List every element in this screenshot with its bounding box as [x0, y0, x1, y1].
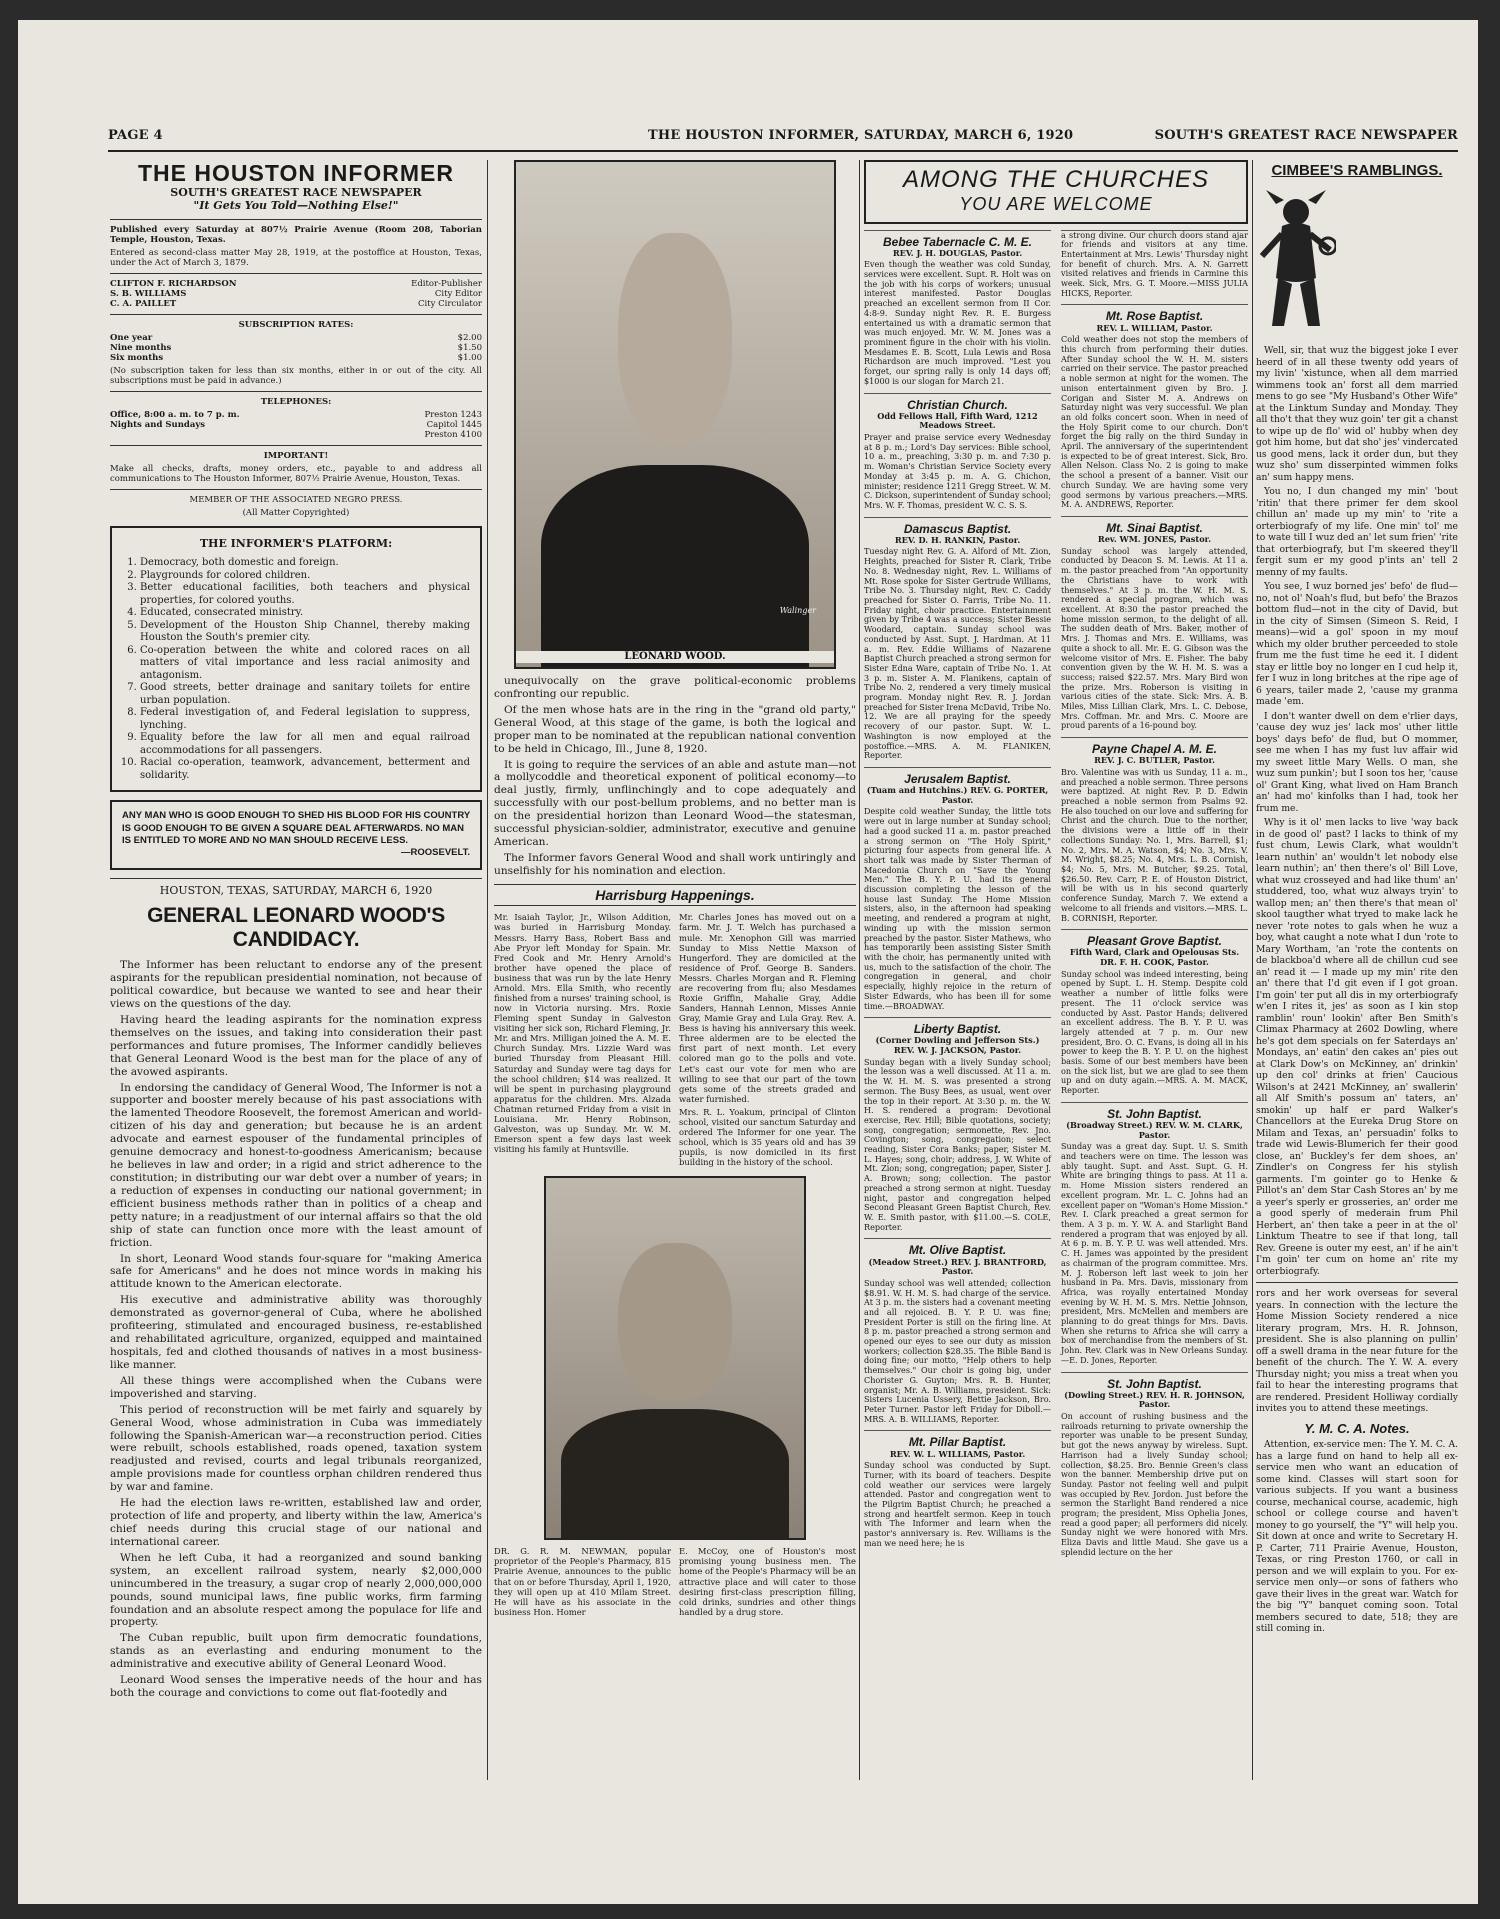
church-pastor: REV. J. H. DOUGLAS, Pastor.	[892, 247, 1023, 258]
church-text: Prayer and praise service every Wednesday at 8 p. m.; Lord's Day services: Bible school, 10 a. m., preaching, 3:30 p. m. and 7:30 p. m. Woman's Christian Service Society every Monday at 3:45 p. m. A. G. Chichon, minister; residence 1211 Gregg Street. W. M. C. Dickson, superintendent of Sunday school; Mrs. W. F. Thomas, president W. C. S. S.	[864, 432, 1051, 510]
church-text: Bro. Valentine was with us Sunday, 11 a. m., and preached a noble sermon. Three persons were baptized. At night Rev. P. D. Edwin preached a noble sermon from Psalms 92. He also touched on our love and suffering for Christ and the church. Due to the norther, the divisions were a little off in their collections Sunday: No. 1, Mrs. Barrell, $1; No. 2, Mrs. M. A. Watson, $4; No. 3, Mrs. V. M. Wright, $8.25; No. 4, Mrs. L. B. Cornish, $4; No. 5, Mrs. M. Butcher, $9.25. Total, $26.50. Rev. Carr, P. E. of Houston District, will be with us in his second quarterly conference Sunday, March 7. We extend a welcome to all friends and visitors.—MRS. L. B. CORNISH, Reporter.	[1061, 766, 1248, 923]
rate-term: Six months	[110, 353, 164, 364]
church-pastor: REV. W. L. WILLIAMS, Pastor.	[889, 1448, 1026, 1459]
church-name: Liberty Baptist.	[913, 1022, 1002, 1037]
column-4	[1256, 160, 1458, 1780]
harrisburg-paragraph: Mr. Charles Jones has moved out on a farm. Mr. J. T. Welch has purchased a mule. Mr. Xenophon Gill was married Sunday to Miss Nettie Maxson of Hungerford. They are domiciled at the residence of Prof. George B. Sanders. Messrs. Charles Morgan and R. Fleming are recovering from flu; also Mesdames Roxie Griffin, Mahalie Gray, Addie Sanders, Hannah Lennon, Misses Annie Gray, Mamie Gray and Lula Gray. Rev. A. Bess is having his anniversary this week. Three aldermen are to be elected the first part of next month. Let every colored man go to the polls and vote. Let's cast our vote for men who are willing to see that our part of the town gets some of the streets graded and water furnished.	[679, 912, 856, 1104]
portrait-face	[618, 233, 732, 445]
church-item	[864, 393, 1051, 511]
church-item	[864, 1017, 1051, 1232]
rate-price: $1.00	[457, 353, 482, 364]
church-name: St. John Baptist.	[1107, 1106, 1202, 1121]
important-title: IMPORTANT!	[263, 451, 329, 462]
church-item	[1061, 1372, 1248, 1558]
church-pastor: (Broadway Street.) REV. W. M. CLARK, Pastor.	[1066, 1120, 1243, 1140]
portrait-suit	[561, 1409, 788, 1539]
platform-box	[110, 526, 482, 792]
church-pastor: REV. D. H. RANKIN, Pastor.	[894, 534, 1021, 545]
church-pastor: REV. L. WILLIAM, Pastor.	[1096, 322, 1213, 333]
phone-label: Office, 8:00 a. m. to 7 p. m.	[110, 410, 240, 421]
editorial-paragraph: This period of reconstruction will be met fairly and squarely by General Wood, whose administration in Cuba was immediately following the Spanish-American war—a reconstruction period. Cities were rebuilt, schools established, roads opened, taxation system readjusted and revised, courts and legal tribunals reorganized, ample provisions made for countless orphan children rendered thus by war and famine.	[110, 1403, 482, 1494]
editorial-paragraph: Having heard the leading aspirants for the nomination express themselves on the issues, and taking into consideration their past performances and future promises, The Informer candidly believes that General Leonard Wood is the best man for the place of any of the avowed aspirants.	[110, 1013, 482, 1078]
church-text: Despite cold weather Sunday, the little tots were out in large number at Sunday school; had a good sucked 11 a. m. pastor preached a strong sermon on "The Holy Spirit," picturing four aspects from general life. A short talk was made by Sister Therman of Macedonia Church on "Save the Young Men." The B. Y. P. U. had its general discussion completing the lesson of the house last Sunday. The Home Mission sisters, also, in the afternoon had speaking meeting, and rendered a program at night, winding up with the mission sermon preached by the pastor. Sister Mathews, who has temporarily been assisting Sister Smith with the choir, has permanently united with us, much to the satisfaction of the choir. The congregation in general, and choir especially, highly rejoice in the return of Sister Edwards, who has been ill for some time.—BROADWAY.	[864, 806, 1051, 1011]
staff-role: Editor-Publisher	[411, 279, 482, 290]
editorial-paragraph: Leonard Wood senses the imperative needs of the hour and has both the courage and convictions to come out flat-footedly and	[110, 1674, 482, 1700]
quote-author: —ROOSEVELT.	[401, 847, 470, 859]
ramblings-body	[1256, 345, 1458, 1277]
continuation-paragraph: Of the men whose hats are in the ring in the "grand old party," General Wood, at this stage of the game, is both the logical and proper man to be nominated at the republican national convention to be held in Chicago, Ill., June 8, 1920.	[494, 703, 856, 755]
churches-left	[864, 230, 1051, 1564]
header-dateline: THE HOUSTON INFORMER, SATURDAY, MARCH 6, 1920	[648, 128, 1074, 143]
church-item	[1061, 230, 1248, 299]
church-name: Mt. Rose Baptist.	[1105, 309, 1204, 324]
editorial-paragraph: The Cuban republic, built upon firm democratic foundations, stands as an everlasting and enduring monument to the administrative and executive ability of General Leonard Wood.	[110, 1632, 482, 1671]
portrait-caption: LEONARD WOOD.	[516, 651, 834, 663]
member-note: MEMBER OF THE ASSOCIATED NEGRO PRESS.	[189, 495, 403, 506]
staff-row	[110, 279, 482, 289]
church-name: Jerusalem Baptist.	[904, 771, 1011, 786]
churches-grid	[864, 230, 1248, 1564]
platform-item: 4. Educated, consecrated ministry.	[140, 607, 470, 620]
church-text: Sunday school was largely attended, conducted by Deacon S. M. Lewis. At 11 a. m. the pastor preached from "An opportunity the Christians have to work with themselves." At 3 p. m. the W. H. M. S. rendered a special program, which was excellent. At 8:30 the pastor preached the home mission sermon, to the delight of all. The sudden death of Mrs. Baker, mother of Mrs. J. Thomas and Mrs. E. Williams, was quite a shock to all. Mr. E. G. Gibson was the welcome visitor of Mrs. E. Fisher. The baby convention given by the W. H. M. S. was a success; raised $22.57. Mrs. Mary Bird won the prize. Mrs. Roberson is visiting in various cities of the state. Sick: Mrs. A. B. Miles, Miss Lillian Clark, Mrs. L. C. Debose, Mrs. Coffman. Mr. and Mrs. C. Moore are proud parents of a 16-pound boy.	[1061, 545, 1248, 731]
column-1	[110, 160, 482, 1780]
staff-role: City Editor	[434, 289, 482, 300]
phones-list	[110, 410, 482, 440]
platform-item: 7. Good streets, better drainage and sanitary toilets for entire urban population.	[140, 682, 470, 707]
published-note: Published every Saturday at 807½ Prairie Avenue (Room 208, Taborian Temple, Houston, Texas.	[110, 225, 482, 246]
church-name: Mt. Pillar Baptist.	[908, 1435, 1007, 1450]
harrisburg-paragraph: Mrs. R. L. Yoakum, principal of Clinton school, visited our sanctum Saturday and ordered The Informer for one year. The school, which is 35 years old and has 39 pupils, is now domiciled in its first building in the history of the school.	[679, 1106, 856, 1168]
continuation-paragraph: The Informer favors General Wood and shall work untiringly and unselfishly for his nomination and election.	[494, 851, 856, 877]
page-header	[108, 120, 1458, 152]
phone-row	[110, 410, 482, 420]
church-item	[1061, 929, 1248, 1096]
ramblings-paragraph: Well, sir, that wuz the biggest joke I ever heerd of in all these twenty odd years of my livin' 'xistunce, when all dem married wimmens took an' forst all dem married mens to go see "My Husband's Other Wife" at the Linktum Sunday and Monday. They all tho't that they wuz goin' ter git a chanst to wipe up de flo' wid ol' hubby when dey got him home, but dat sho' jes' vindercated us good mens, lack it order dun, but they wuz sho' sum disserpinted wimmen folks an' sum happy mens.	[1256, 345, 1458, 483]
portrait-face	[618, 1243, 732, 1401]
church-pastor: Odd Fellows Hall, Fifth Ward, 1212 Meadows Street.	[877, 410, 1038, 431]
harrisburg-right	[679, 912, 856, 1170]
editorial-paragraph: All these things were accomplished when the Cubans were impoverished and starving.	[110, 1374, 482, 1400]
rate-price: $2.00	[457, 333, 482, 344]
phone-number: Preston 4100	[424, 430, 482, 441]
platform-item: 6. Co-operation between the white and colored races on all matters of vital importance and less racial animosity and antagonism.	[140, 645, 470, 683]
masthead-subtitle: SOUTH'S GREATEST RACE NEWSPAPER	[170, 186, 422, 200]
column-3	[864, 160, 1248, 1780]
phone-number: Capitol 1445	[426, 420, 482, 431]
church-item	[864, 1430, 1051, 1548]
editorial-paragraph: The Informer has been reluctant to endorse any of the present aspirants for the republican presidential nomination, not because of political cowardice, but because we wanted to see and hear their views on the questions of the day.	[110, 959, 482, 1011]
church-name: Mt. Olive Baptist.	[908, 1243, 1007, 1258]
ymca-title: Y. M. C. A. Notes.	[1304, 1420, 1410, 1436]
phone-number: Preston 1243	[424, 410, 482, 421]
church-name: Christian Church.	[907, 397, 1008, 412]
page-number: PAGE 4	[108, 128, 163, 143]
harrisburg-columns	[494, 912, 856, 1170]
ymca-text: Attention, ex-service men: The Y. M. C. A. has a large fund on hand to help all ex-service men who want an education of some kind. Classes will start soon for various subjects. If you want a business course, mechanical course, academic, high school or college course and haven't money to go yourself, the "Y" will help you. Sit down at once and write to Secretary H. P. Carter, 711 Prairie Avenue, Houston, Texas, or ring Preston 1760, or call in person and we will explain to you. For ex-service men only—or sons of fathers who gave their lives in the great war. Watch for the big "Y" banquet coming soon. Total members secured to date, 518; they are still coming in.	[1256, 1439, 1458, 1635]
editorial-dateline: HOUSTON, TEXAS, SATURDAY, MARCH 6, 1920	[159, 883, 433, 897]
platform-item: 3. Better educational facilities, both teachers and physical properties, for colored youths.	[140, 582, 470, 607]
editorial-headline: GENERAL LEONARD WOOD'S CANDIDACY.	[147, 903, 445, 952]
church-name: Mt. Sinai Baptist.	[1106, 520, 1203, 535]
church-item	[864, 1238, 1051, 1424]
churches-title: AMONG THE CHURCHES	[902, 166, 1209, 193]
church-item	[1061, 516, 1248, 731]
churches-banner	[864, 160, 1248, 224]
church-pastor: (Tuam and Hutchins.) REV. G. PORTER, Pastor.	[866, 785, 1049, 805]
harrisburg-title: Harrisburg Happenings.	[494, 884, 856, 907]
platform-item: 10. Racial co-operation, teamwork, advancement, betterment and solidarity.	[140, 757, 470, 782]
rate-row	[110, 343, 482, 353]
masthead-title: THE HOUSTON INFORMER	[137, 160, 455, 186]
church-name: Damascus Baptist.	[903, 521, 1012, 536]
ramblings-paragraph: You see, I wuz borned jes' befo' de flud—no, not ol' Noah's flud, but befo' the Brazos bottom flud—not in the city of David, but in the city of Simsen (Simeon S. Reid, I means)—wid a gol' spoon in my mouf which my older bruther perceeded to stole frum me the fust time he eed it. I dident stay er little boy no longer en I cud help it, fer I wuz in long britches at the ripe age of 6 years, tailer made 2, 'cause my granma made 'em.	[1256, 581, 1458, 708]
editorial-body	[110, 959, 482, 1700]
church-name: Pleasant Grove Baptist.	[1087, 934, 1222, 949]
platform-title: THE INFORMER'S PLATFORM:	[199, 537, 393, 551]
ramblings-paragraph: I don't wanter dwell on dem e'rlier days, 'cause dey wuz jes' lack mos' uther little boys' days befo' de flud, but O mommer, see me when I has my fust luv affair wid my sweet little Mary Wells. O man, she wuz sum punkin'; but I soon tos her, 'cause ol' Grant King, what lived on Ham Branch an' had mo' kinfolks than I had, took her frum me.	[1256, 710, 1458, 814]
leonard-wood-portrait	[514, 160, 836, 669]
rates-note: (No subscription taken for less than six months, either in or out of the city. All subscriptions must be paid in advance.)	[110, 366, 482, 387]
continuation-paragraph: It is going to require the services of an able and astute man—not a mollycoddle and theoretical exponent of political economy—to deal justly, firmly, unflinchingly and to cope adequately and successfully with our post-bellum problems, and no better man is on the presidential horizon than Leonard Wood—the statesman, successful physician-soldier, administrator, executive and genuine American.	[494, 758, 856, 849]
newman-portrait	[544, 1176, 806, 1540]
church-name: Bebee Tabernacle C. M. E.	[883, 234, 1032, 249]
rate-term: Nine months	[110, 343, 172, 354]
church-pastor: (Corner Dowling and Jefferson Sts.) REV. W. J. JACKSON, Pastor.	[875, 1035, 1040, 1056]
subscription-title: SUBSCRIPTION RATES:	[238, 320, 354, 331]
platform-item: 9. Equality before the law for all men and equal railroad accommodations for all passengers.	[140, 732, 470, 757]
staff-name: S. B. WILLIAMS	[110, 289, 187, 300]
editorial-continuation	[494, 675, 856, 878]
church-item	[1061, 737, 1248, 923]
ramblings-title: CIMBEE'S RAMBLINGS.	[1271, 162, 1443, 179]
church-text: Tuesday night Rev. G. A. Alford of Mt. Zion, Heights, preached for Sister R. Clark, Tribe No. 8. Wednesday night, Rev. L. Williams of Mt. Rose spoke for Sister Gertrude Williams, Tribe No. 3. Thursday night, Rev. C. Caddy preached for Sister O. Farris, Tribe No. 11. Friday night, choir practice. Entertainment given by Tribe 4 was a success; Sister Bessie Woodard, captain. Sunday school was conducted by Asst. Supt. J. Hardman. At 11 a. m. Rev. Eddie Williams of Nazarene Baptist Church preached a strong sermon for Sister Edna Ware, captain of Tribe No. 1. At 3 p. m. Sister A. M. Flanikens, captain of Tribe No. 2, rendered a very timely musical program. Monday night Rev. R. J. Jordan preached for Sister Irena McDavid, Tribe No. 12. We are all praying for the speedy recovery of our pastor. Supt. W. L. Washington is now employed at the postoffice.—MRS. A. M. FLANIKEN, Reporter.	[864, 546, 1051, 761]
column-rule	[1252, 160, 1253, 1780]
quote-text: ANY MAN WHO IS GOOD ENOUGH TO SHED HIS BLOOD FOR HIS COUNTRY IS GOOD ENOUGH TO BE GIVEN A SQUARE DEAL AFTERWARDS. NO MAN IS ENTITLED TO MORE AND NO MAN SHOULD RECEIVE LESS.	[122, 810, 471, 847]
church-name: St. John Baptist.	[1107, 1376, 1202, 1391]
header-slogan: SOUTH'S GREATEST RACE NEWSPAPER	[1154, 128, 1458, 143]
editorial-paragraph: His executive and administrative ability was thoroughly demonstrated as governor-general of Cuba, where he abolished profiteering, stimulated and encouraged business, re-established and rehabilitated agriculture, organized, equipped and maintained hospitals, fed and clothed thousands of natives in a most business-like manner.	[110, 1294, 482, 1371]
church-pastor: (Meadow Street.) REV. J. BRANTFORD, Pastor.	[868, 1256, 1047, 1277]
church-continuation: rors and her work overseas for several years. In connection with the lecture the Home Mission Society rendered a nice literary program, Mrs. H. R. Johnson, president. She is also planning on pullin' off a swell drama in the near future for the benefit of the church. The Y. W. A. every Thursday night; you miss a treat when you fail to hear the interesting programs that are rendered. President Holliway cordially invites you to attend these meetings.	[1256, 1288, 1458, 1415]
church-text: Sunday began with a lively Sunday school; the lesson was a well discussed. At 11 a. m. the W. H. M. S. was presented a strong sermon. The Busy Bees, as usual, went over the top in their report. At 3:30 p. m. the W. H. S. rendered a program: Devotional exercise, Rev. Hill; Bible quotations, society; song, congregation; sermonette, Rev. Jno. Covington; song, congregation; select reading, Sister Cora Banks; paper, Sister M. L. Hayes; song, choir; address, J. W. White of Mt. Zion; song, congregation; paper, Sister J. A. Brown; song; collection. The pastor preached a strong sermon at night. Tuesday night, pastor and congregation helped Second Pleasant Green Baptist Church, Rev. W. E. Smith pastor, with $11.00.—S. COLE, Reporter.	[864, 1056, 1051, 1232]
churches-subtitle: YOU ARE WELCOME	[959, 194, 1153, 215]
editorial-paragraph: In endorsing the candidacy of General Wood, The Informer is not a supporter and booster merely because of his past associations with the lamented Theodore Roosevelt, the foremost American and world-citizen of his day and generation; but because he is an ardent advocate and earnest espouser of the fundamental principles of genuine democracy and honest-to-goodness Americanism; because he believes in law and order; in a rigid and strict adherence to the constitution; in distributing our war debt over a number of years; in a reduction of expenses in conducting our national government; in efficient business methods rather than in politics of a cheap and petty nature; in a readjustment of our internal affairs so that the old ship of state can function once more with the least amount of friction.	[110, 1081, 482, 1249]
church-item	[864, 517, 1051, 761]
newman-left: DR. G. R. M. NEWMAN, popular proprietor of the People's Pharmacy, 815 Prairie Avenue, announces to the public that on or before Thursday, April 1, 1920, they will open up at 410 Milam Street. He will have as his associate in the business Hon. Homer	[494, 1546, 671, 1617]
church-pastor: REV. J. C. BUTLER, Pastor.	[1094, 755, 1215, 766]
column-rule	[487, 160, 488, 1780]
rate-row	[110, 333, 482, 343]
important-note: Make all checks, drafts, money orders, etc., payable to and address all communications to The Houston Informer, 807½ Prairie Avenue, Houston, Texas.	[110, 464, 482, 485]
church-item	[864, 767, 1051, 1011]
staff-name: C. A. PAILLET	[110, 299, 177, 310]
staff-list	[110, 279, 482, 309]
church-pastor: (Dowling Street.) REV. H. R. JOHNSON, Pastor.	[1064, 1389, 1245, 1410]
newman-columns	[494, 1546, 856, 1617]
church-text: Cold weather does not stop the members of this church from performing their duties. After Sunday school the W. H. M. sisters carried on their service. The pastor preached a noble sermon at night for the women. The unison entertainment given by Bro. J. Corigan and Sister M. A. Andrews on Saturday night was very successful. We plan an old folks concert soon. When in need of the Holy Spirit come to our church. Don't forget the big rally on the third Sunday in April. The anniversary of the superintendent is expected to be of great interest. Sick, Bro. Allen Nelson. Class No. 2 is going to make the school a present of a banner. Visit our church Sunday. We are having some very good sermons by various preachers.—MRS. M. A. ANDREWS, Reporter.	[1061, 334, 1248, 510]
editorial-paragraph: He had the election laws re-written, established law and order, protection of life and property, and liberty within the law, America's chief needs during this crucial stage of our national and international career.	[110, 1497, 482, 1548]
rate-term: One year	[110, 333, 153, 344]
copyright-note: (All Matter Copyrighted)	[242, 508, 350, 519]
church-item	[1061, 1102, 1248, 1366]
editorial-paragraph: In short, Leonard Wood stands four-square for "making America safe for Americans" and he does not mince words in making his attitude known to the American electorate.	[110, 1252, 482, 1291]
newspaper-page	[18, 20, 1478, 1904]
masthead-slogan: "It Gets You Told—Nothing Else!"	[193, 199, 399, 213]
newman-right: E. McCoy, one of Houston's most promising young business men. The home of the People's Pharmacy will be an attractive place and will cater to those desiring first-class prescription filling, cold drinks, sundries and other things handled by a drug store.	[679, 1546, 856, 1617]
phone-row	[110, 420, 482, 430]
photo-credit: Walinger	[779, 605, 816, 615]
rate-price: $1.50	[457, 343, 482, 354]
rates-list	[110, 333, 482, 363]
churches-right	[1061, 230, 1248, 1564]
telephones-title: TELEPHONES:	[260, 397, 332, 408]
church-pastor: Rev. WM. JONES, Pastor.	[1097, 534, 1212, 545]
church-item	[1061, 304, 1248, 509]
platform-item: 8. Federal investigation of, and Federal legislation to suppress, lynching.	[140, 707, 470, 732]
jester-illustration-icon	[1256, 186, 1336, 336]
church-item	[864, 230, 1051, 387]
column-rule	[859, 160, 860, 1780]
platform-item: 5. Development of the Houston Ship Channel, thereby making Houston the South's premier city.	[140, 620, 470, 645]
ramblings-paragraph: You no, I dun changed my min' 'bout 'ritin' that there primer fer dem skool chillun an' made up my min' to 'rite a orterbiografy of my life. One min' tol' me to wate till I wuz ded an' let sum frien' 'rite that orterbiografy, but I'm skeered they'll fergit sum er my good p'ints an' tell 2 menny of my faults.	[1256, 486, 1458, 578]
staff-row	[110, 289, 482, 299]
column-2	[494, 160, 856, 1780]
harrisburg-paragraph: Mr. Isaiah Taylor, Jr., Wilson Addition, was buried in Harrisburg Monday. Messrs. Harry Bass, Robert Bass and Abe Pryor left Monday for Spain. Mr. Fred Cook and Mr. Henry Arnold's brother have opened the place of business that was run by the late Henry Arnold. Mrs. Ella Smith, who recently finished from a nurses' training school, is now in Victoria nursing. Mrs. Roxie Fleming spent Sunday in Galveston visiting her sick son, Richard Fleming, Jr. Mr. and Mrs. Milligan joined the A. M. E. Church Sunday. Mrs. Lizzie Ward was buried Thursday from Pleasant Hill. Saturday and Sunday were tag days for the school children; $14 was realized. It will be spent in purchasing playground apparatus for the children. Mrs. Alzada Chatman returned Friday from a visit in Louisiana. Mr. Henry Robinson, Galveston, was up Sunday. Mr. W. M. Emerson spent a few days last week visiting his family at Huntsville.	[494, 912, 671, 1155]
harrisburg-left	[494, 912, 671, 1170]
staff-role: City Circulator	[417, 299, 482, 310]
church-name: Payne Chapel A. M. E.	[1092, 742, 1217, 757]
phone-row	[110, 430, 482, 440]
church-text: Sunday was a great day. Supt. U. S. Smith and teachers were on time. The lesson was ably taught. Supt. and Asst. Supt. G. H. White are bringing things to pass. At 11 a. m. Home Mission sisters rendered an excellent program. Mr. L. C. Johns had an excellent paper on "Woman's Home Mission." Rev. I. Clark preached a great sermon for them. A 3 p. m. Y. W. A. and Starlight Band rendered a program that was enjoyed by all. At 6 p. m. B. Y. P. U. was well attended. Mrs. C. H. James was appointed by the president as chairman of the program committee. Mrs. M. J. Roberson left last week to join her husband in Pa. Mrs. Davis, missionary from Africa, was royally entertained Monday evening by W. H. M. S. Mrs. Nettie Johnson, president, Mrs. McMellen and members are planning to do great things for Mrs. Davis. When she returns to Africa she will carry a box of merchandise from the members of St. John. Rev. Clark was in New Orleans Sunday.—E. D. Jones, Reporter.	[1061, 1141, 1248, 1365]
editorial-paragraph: When he left Cuba, it had a reorganized and sound banking system, an excellent railroad system, nearly $2,000,000 unincumbered in the treasury, a sugar crop of nearly 2,000,000,000 pounds, sound municipal laws, fine public works, firm farming foundation and an absolute respect among the populace for life and property.	[110, 1551, 482, 1629]
platform-item: 2. Playgrounds for colored children.	[140, 570, 470, 583]
staff-row	[110, 299, 482, 309]
church-text: a strong divine. Our church doors stand ajar for friends and visitors at any time. Entertainment at Mrs. Lewis' Thursday night for benefit of church. Mrs. A. N. Garrett visited relatives and friends in Carmine this week. Sick, Mrs. G. T. Moore.—MISS JULIA HICKS, Reporter.	[1061, 229, 1248, 298]
platform-item: 1. Democracy, both domestic and foreign.	[140, 557, 470, 570]
roosevelt-quote-box	[110, 800, 482, 869]
ramblings-paragraph: Why is it ol' men lacks to live 'way back in de good ol' past? I lacks to think of my fust chum, Lewis Clark, what wouldn't learn nuthin' an' wouldn't let nobody else learn nuthin'; an' then there's ol' Bill Love, what wuz crosseyed and had like thum' an' studdered, too, what wuz always tryin' to wallop men; an' then there's that mean ol' skool taugther what tryed to make lack he never 'rote notes to gals when he wuz a boy, what caught a note what I dun 'rote to Mary Wortham, 'an 'rote the contents on de blackboa'd where all de chillun cud see an' read it — I made up my min' rite den an' there that I'd git even if I got groan. I'm goin' ter put all dis in my orterbiografy w'en I rites it, jes' as soon as I kin stop ramblin' roun' lookin' after Ben Smith's Climax Pharmacy at 2602 Dowling, where he's got dem specials on fer Saterdays an' Mondays, an' eatin' den cakes an' pies out at Clark Dow's on McKinney, an' drinkin' up den col' drinks at frien' Caucious Wilson's at 2421 McKinney, an' swallerin' all Alf Smith's possum an' taters, an' smokin' up half er pard Walker's Chancellors at the Eureka Drug Store on Milam and Texas, an' persuadin' folks to trade wid Lewis-Blumerich fer their good close, an' Buckley's fer dem shoes, an' Zindler's on Congress fer his stylish garments. I'm gointer go to Henke & Pillot's an' dem Star Cash Stores an' by me a yeer's sperly er grosseries, an' order me a good sperly of mederain frum Phil Herbert, an' then take a peer in at the ol' Linktum Theatre to see if that long, tall Rev. Greene is outer my eest, an' if he ain't I'm goin' ter cum on home an' rite my orterbiografy.	[1256, 817, 1458, 1277]
rate-row	[110, 353, 482, 363]
church-text: On account of rushing business and the railroads returning to private ownership the reporter was unable to be present Sunday, but got the news anyway by wireless. Supt. Harrison had a lively Sunday school; collection, $8.25. Bro. Bennie Green's class won the banner. Membership drive put on Sunday. Pastor not feeling well and pulpit was occupied by Rev. Jordon. Just before the sermon the Starlight Band rendered a nice program; the president, Miss Ophelia Jones, read a good paper; all performers did nicely. Sunday night we were honored with Mrs. Eliza Davis and little Maud. She gave us a splendid lecture on the her	[1061, 1411, 1248, 1557]
church-text: Sunday school was well attended; collection $8.91. W. H. M. S. had charge of the service. At 3 p. m. the sisters had a covenant meeting and all rejoiced. B. Y. P. U. was fine; President Porter is still on the firing line. At 8 p. m. pastor preached a strong sermon and opened our eyes to see our duty as mission workers; collection $28.35. The Bible Band is doing fine; our motto, "Help others to help themselves." Our choir is going big, under Chorister G. Guyton; Mrs. R. B. Hunter, organist; Mr. A. B. Williams, president. Sick: Sisters Lucenia Ussery, Bettie Jackson, Bro. Peter Turner. Pastor left Friday for Diboll.—MRS. A. B. WILLIAMS, Reporter.	[864, 1277, 1051, 1424]
platform-list	[122, 557, 470, 782]
church-text: Sunday school was indeed interesting, being opened by Supt. L. H. Stemp. Despite cold weather a number of little folks were present. The 11 o'clock service was conducted by Asst. Pastor Hands; delivered an excellent address. The B. Y. P. U. was largely attended at 7 p. m. Our new president, Bro. O. C. Evans, is doing all in his power to keep the B. Y. P. U. on the highest basis. Some of our best members have been on the sick list, but we are glad to see them up and on duty again.—MRS. A. M. MACK, Reporter.	[1061, 968, 1248, 1096]
staff-name: CLIFTON F. RICHARDSON	[110, 279, 237, 290]
church-pastor: Fifth Ward, Clark and Opelousas Sts. DR. F. H. COOK, Pastor.	[1069, 947, 1240, 968]
entered-note: Entered as second-class matter May 28, 1919, at the postoffice at Houston, Texas, under the Act of March 3, 1879.	[110, 248, 482, 269]
phone-label: Nights and Sundays	[110, 420, 206, 431]
portrait-suit	[541, 465, 808, 667]
church-text: Sunday school was conducted by Supt. Turner, with its board of teachers. Despite cold weather our services were largely attended. Pastor and congregation went to the Pilgrim Baptist Church; he preached a strong and heartfelt sermon. Keep in touch with The Informer and learn when the pastor's anniversary is. Rev. Williams is the man we need here; he is	[864, 1460, 1051, 1548]
church-text: Even though the weather was cold Sunday, services were excellent. Supt. R. Holt was on the job with his corps of workers; unusual interest manifested. Pastor Douglas preached an excellent sermon from II Cor. 4:8-9. Sunday night Rev. R. E. Burgess entertained us with a dramatic sermon that was much enjoyed. Mr. W. M. Jones was a prominent figure in the choir with his violin. Mesdames E. B. Scott, Lula Lewis and Rosa Richardson are much improved. "Lest you forget, our spring rally is only 14 days off; $1000 is our slogan for March 21.	[864, 259, 1051, 386]
continuation-paragraph: unequivocally on the grave political-economic problems confronting our republic.	[494, 675, 856, 700]
